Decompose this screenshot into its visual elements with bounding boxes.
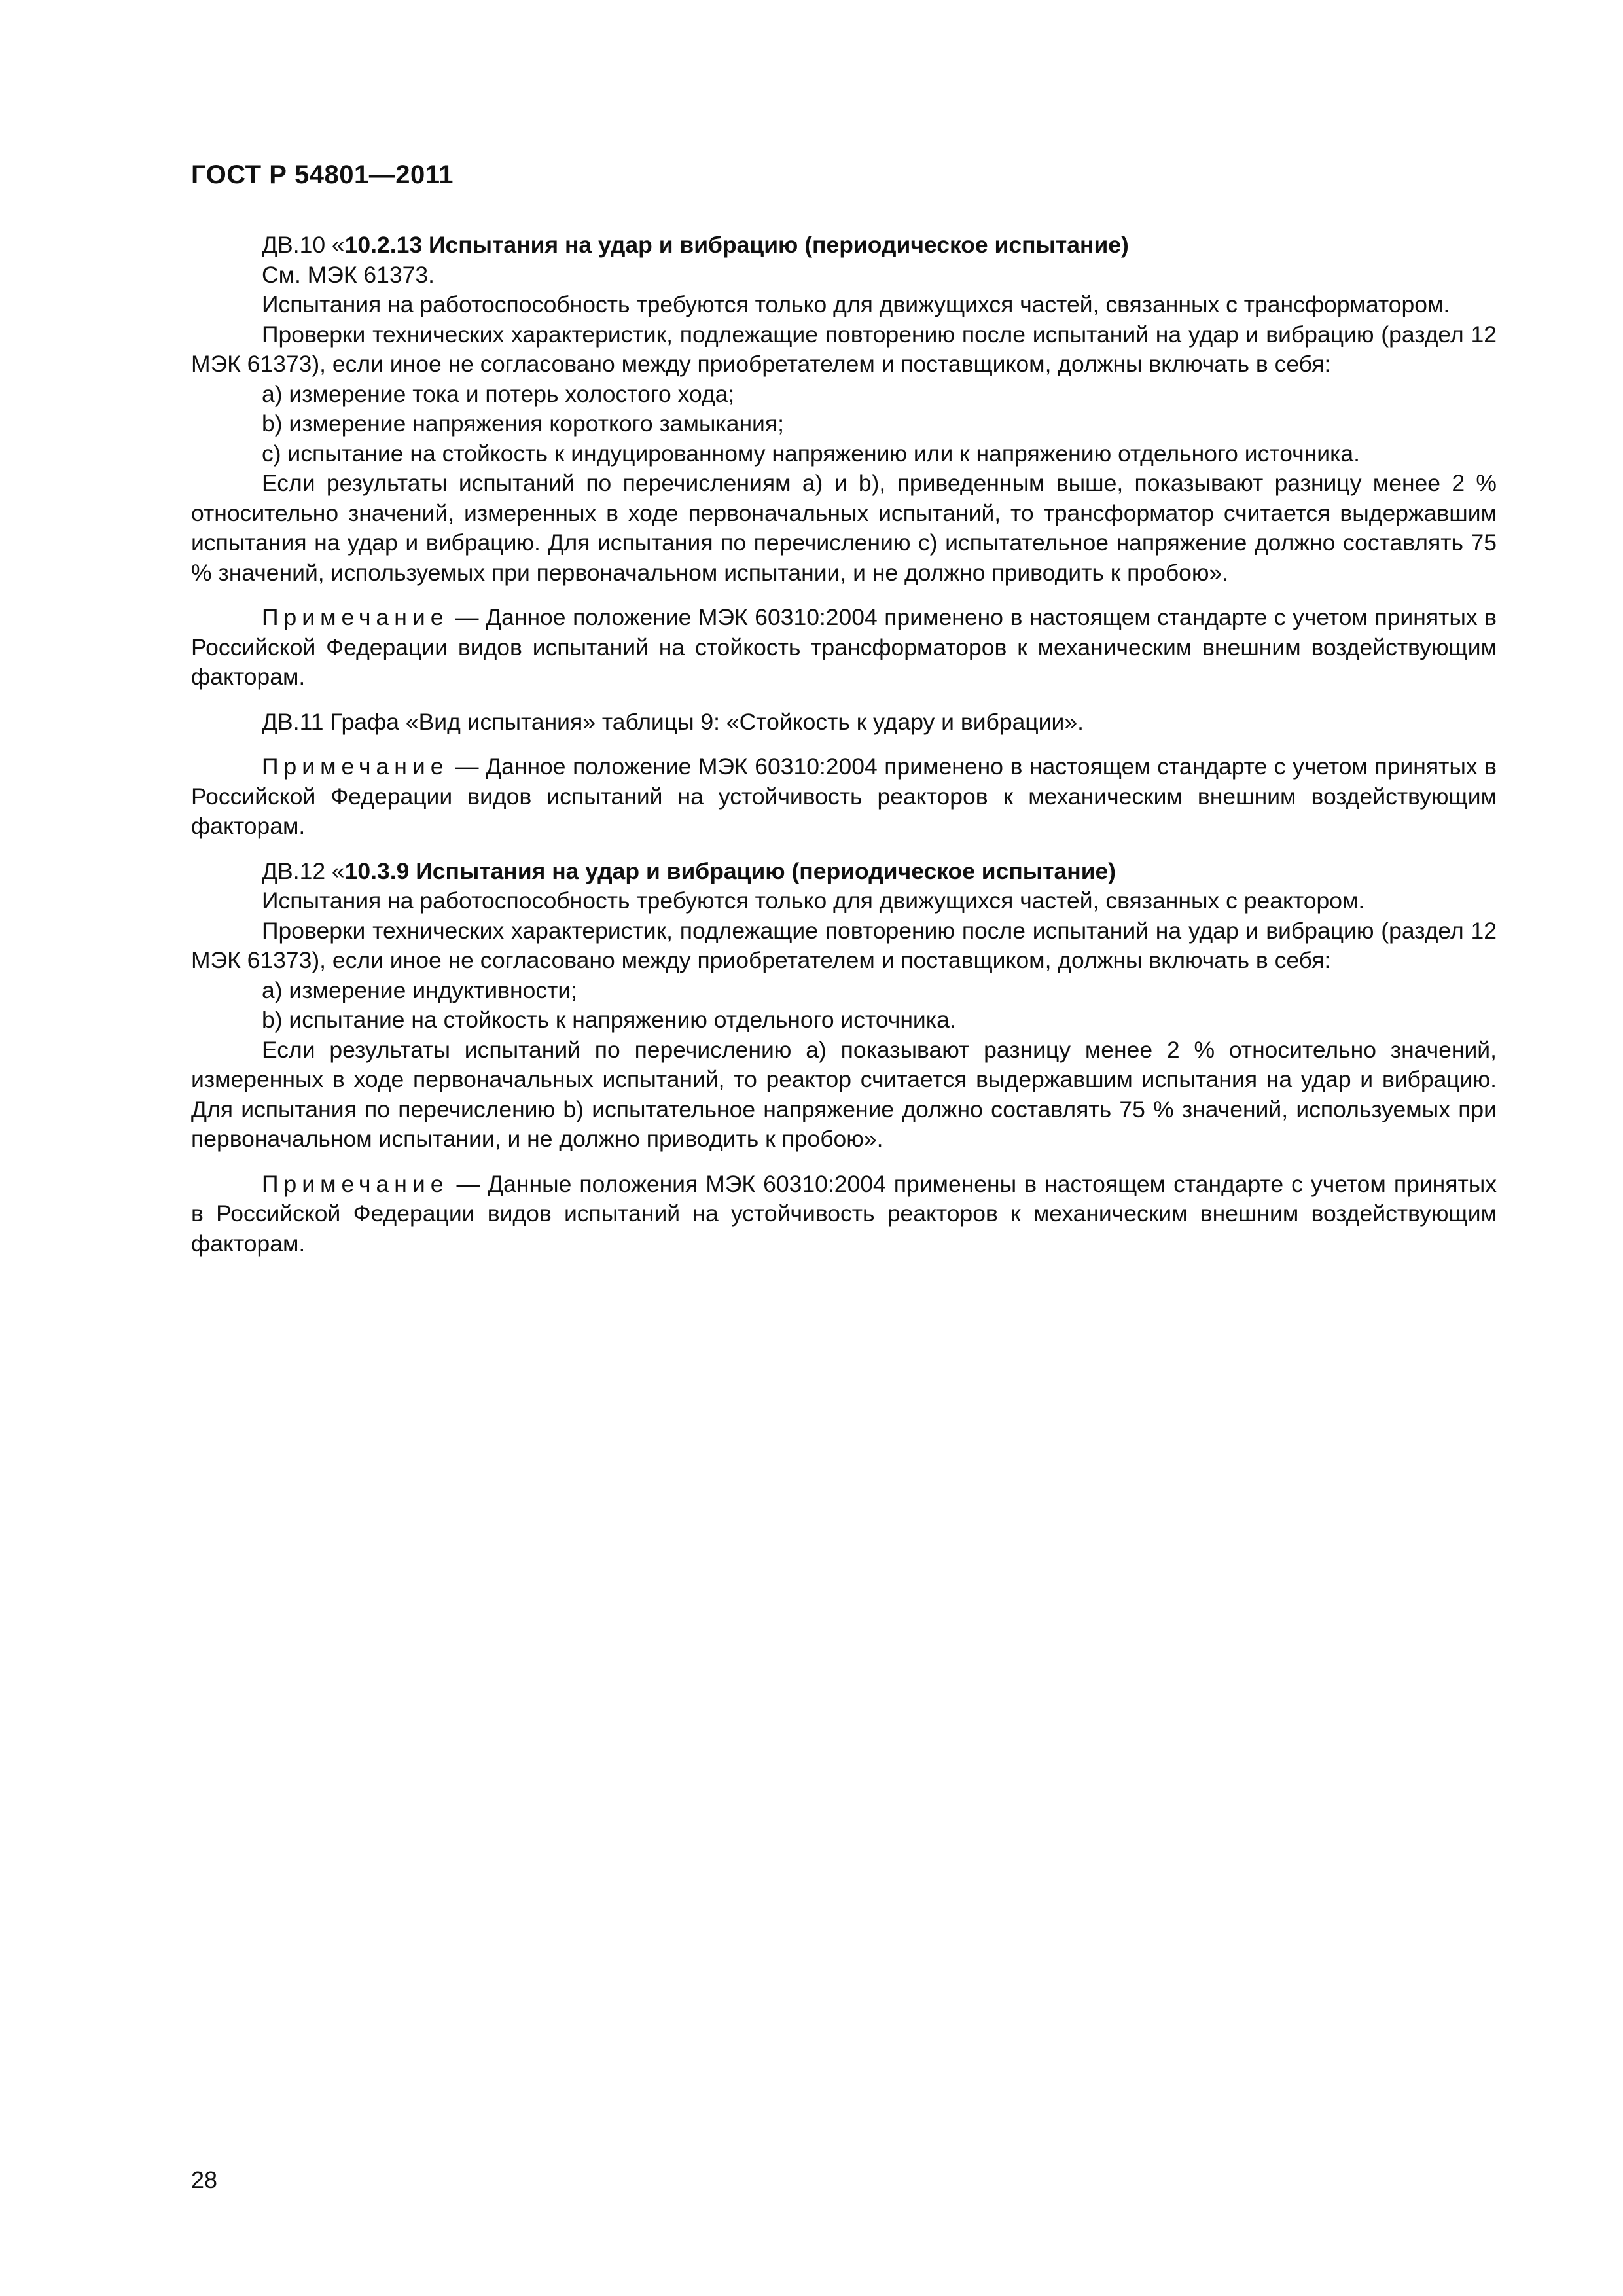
dv12-paragraph-1: Испытания на работоспособность требуются только для движущихся частей, связанных с реактором. [262, 888, 1365, 914]
dv12-note [191, 1170, 1497, 1259]
dv10-see-reference: См. МЭК 61373. [262, 261, 435, 288]
dv12-paragraph-3: Если результаты испытаний по перечислению a) показывают разницу менее 2 % относительно значений, измеренных в ходе первоначальных испытаний, то реактор считается выдержавшим испытания на удар и вибрацию. Для испытания по перечислению b) испытательное напряжение должно составлять 75 % значений, используемых при первоначальном испытании, и не должно приводить к пробою». [191, 1036, 1497, 1152]
dv10-note-label: Примечание [262, 604, 449, 630]
dv11-note-text: — Данное положение МЭК 60310:2004 применено в настоящем стандарте с учетом принятых в Российской Федерации видов испытаний на устойчивость реакторов к механическим внешним воздействующим факторам. [191, 753, 1497, 839]
dv10-note [191, 603, 1497, 692]
dv10-heading [191, 230, 1497, 260]
dv12-paragraph-2: Проверки технических характеристик, подлежащие повторению после испытаний на удар и вибрацию (раздел 12 МЭК 61373), если иное не согласовано между приобретателем и поставщиком, должны включать в себя: [191, 917, 1497, 973]
page-number: 28 [191, 2166, 218, 2193]
dv11-paragraph: ДВ.11 Графа «Вид испытания» таблицы 9: «Стойкость к удару и вибрации». [262, 708, 1084, 735]
dv10-note-text: — Данное положение МЭК 60310:2004 применено в настоящем стандарте с учетом принятых в Российской Федерации видов испытаний на стойкость трансформаторов к механическим внешним воздействующим факторам. [191, 604, 1497, 690]
dv12-heading-title: 10.3.9 Испытания на удар и вибрацию (периодическое испытание) [344, 857, 1116, 884]
dv10-paragraph-3: Если результаты испытаний по перечислениям a) и b), приведенным выше, показывают разницу менее 2 % относительно значений, измеренных в ходе первоначальных испытаний, то трансформатор считается выдержавшим испытания на удар и вибрацию. Для испытания по перечислению c) испытательное напряжение должно составлять 75 % значений, используемых при первоначальном испытании, и не должно приводить к пробою». [191, 470, 1497, 586]
dv11-note-label: Примечание [262, 753, 449, 780]
dv10-heading-title: 10.2.13 Испытания на удар и вибрацию (периодическое испытание) [344, 232, 1129, 258]
dv10-list-item-a: a) измерение тока и потерь холостого хода; [262, 380, 735, 407]
dv12-list-item-b: b) испытание на стойкость к напряжению отдельного источника. [262, 1007, 956, 1033]
dv12-note-text: — Данные положения МЭК 60310:2004 применены в настоящем стандарте с учетом принятых в Российской Федерации видов испытаний на устойчивость реакторов к механическим внешним воздействующим факторам. [191, 1170, 1497, 1257]
dv10-list-item-b: b) измерение напряжения короткого замыкания; [262, 410, 784, 437]
dv10-paragraph-1: Испытания на работоспособность требуются только для движущихся частей, связанных с трансформатором. [262, 291, 1450, 317]
dv12-list-item-a: a) измерение индуктивности; [262, 977, 578, 1003]
dv12-note-label: Примечание [262, 1170, 449, 1197]
dv10-heading-prefix: ДВ.10 « [262, 232, 345, 258]
dv10-list-item-c: c) испытание на стойкость к индуцированному напряжению или к напряжению отдельного источника. [262, 440, 1360, 467]
document-body [191, 230, 1497, 1259]
document-header: ГОСТ Р 54801—2011 [191, 160, 454, 189]
dv12-heading [191, 857, 1497, 887]
dv10-paragraph-2: Проверки технических характеристик, подлежащие повторению после испытаний на удар и вибрацию (раздел 12 МЭК 61373), если иное не согласовано между приобретателем и поставщиком, должны включать в себя: [191, 321, 1497, 377]
dv11-note [191, 752, 1497, 842]
dv12-heading-prefix: ДВ.12 « [262, 857, 345, 884]
